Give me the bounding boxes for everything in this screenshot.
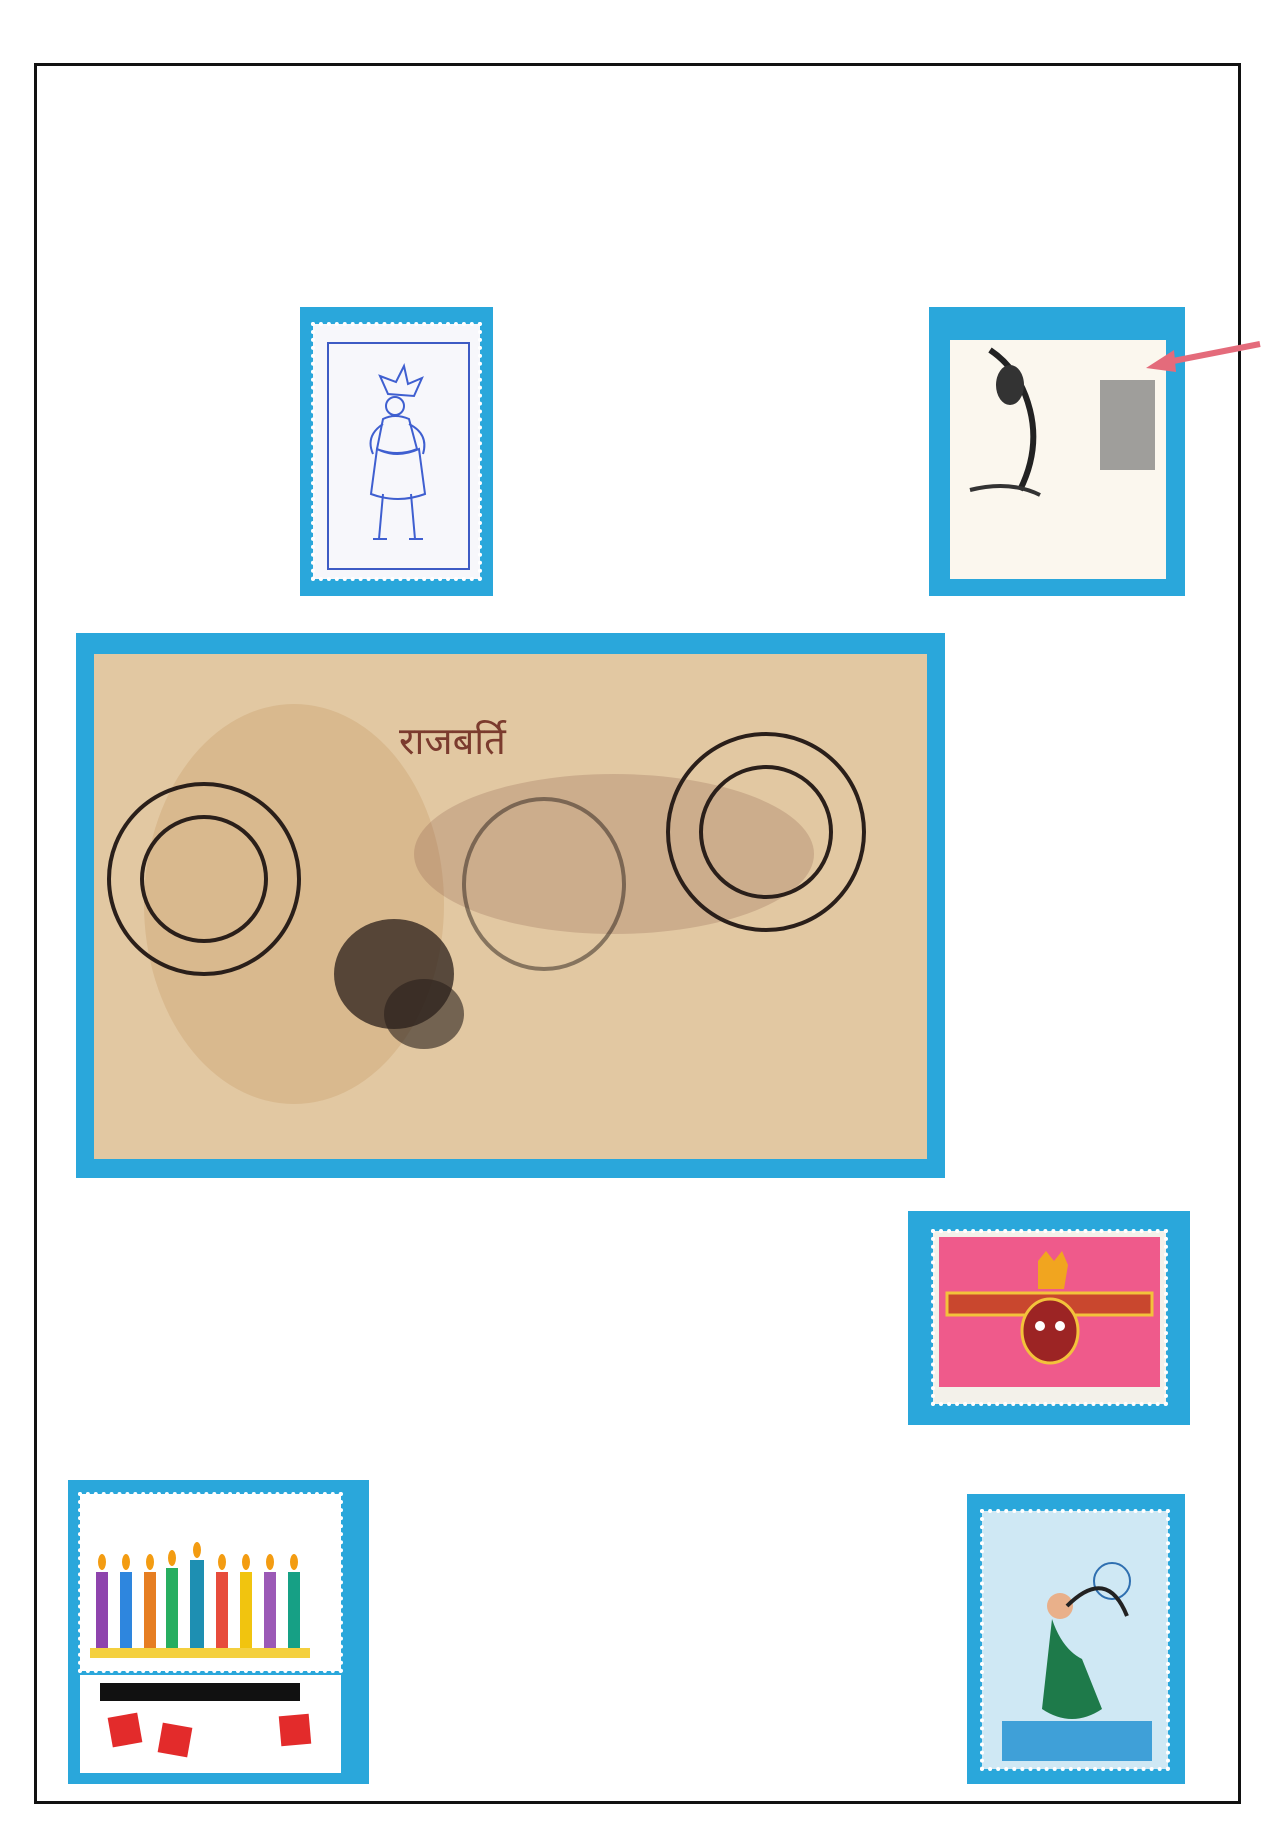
- dancer-illustration: [313, 324, 480, 579]
- laos-stamp: [982, 1511, 1168, 1769]
- stamp-mount-israel: [68, 1480, 369, 1784]
- israel-stamp: [80, 1494, 341, 1671]
- gandhi-illustration: [950, 340, 1166, 579]
- svg-text:राजबर्ति: राजबर्ति: [399, 719, 506, 763]
- stamp-mount-laos: [967, 1494, 1185, 1784]
- israel-tab: [80, 1675, 341, 1773]
- menorah-candles: [80, 1494, 341, 1671]
- stamp-mount-cambodia: [300, 307, 493, 596]
- nang-thorani-illustration: [982, 1511, 1168, 1769]
- india-stamp: [933, 1231, 1166, 1404]
- stamp-mount-ravana: [908, 1211, 1190, 1425]
- cover-cancellations: [94, 654, 927, 1159]
- nepal-cover: [94, 654, 927, 1159]
- arrow-pointer: [1140, 338, 1265, 378]
- cover-mount: [76, 633, 945, 1178]
- postmark-cutting: [950, 340, 1166, 579]
- ravana-illustration: [933, 1231, 1166, 1404]
- dreidels-illustration: [80, 1675, 341, 1773]
- cambodia-stamp: [313, 324, 480, 579]
